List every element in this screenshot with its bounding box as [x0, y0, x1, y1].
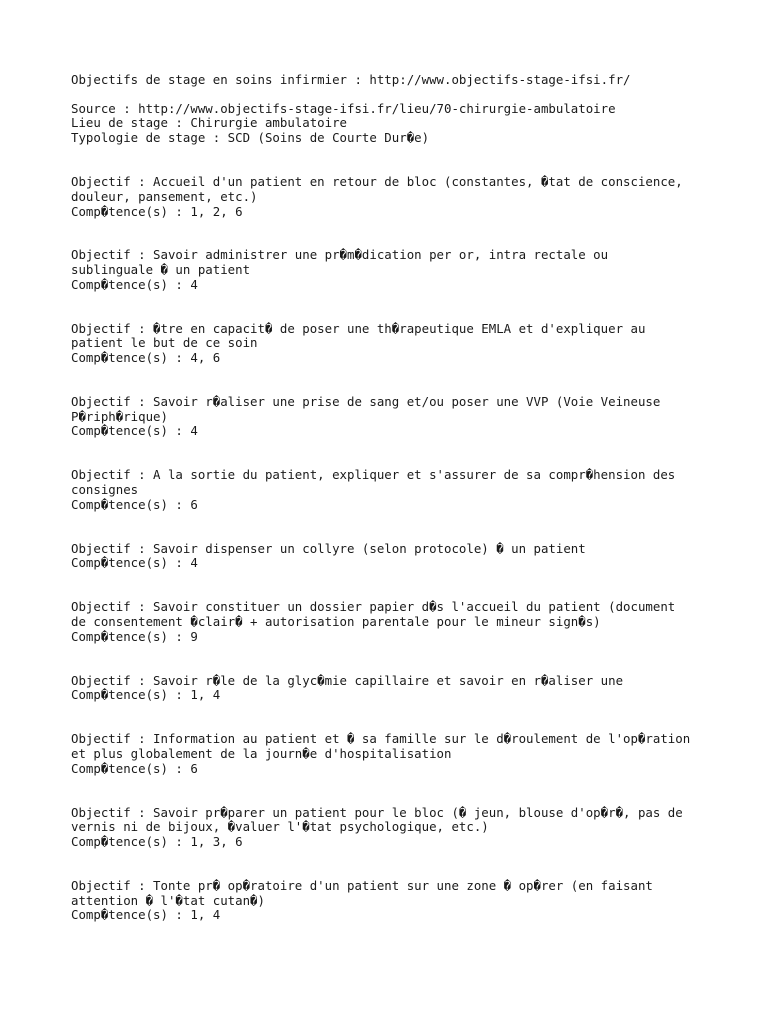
objective-text: Objectif : Tonte pr� op�ratoire d'un patient sur une zone � op�rer (en faisant — [71, 878, 653, 893]
competence-line: Comp�tence(s) : 4 — [71, 277, 198, 292]
objective-text: Objectif : Savoir constituer un dossier papier d�s l'accueil du patient (document — [71, 599, 676, 614]
competence-line: Comp�tence(s) : 9 — [71, 629, 198, 644]
competence-line: Comp�tence(s) : 1, 3, 6 — [71, 834, 243, 849]
objective-text: Objectif : Information au patient et � sa famille sur le d�roulement de l'op�ration — [71, 731, 691, 746]
objective-text: Objectif : Savoir administrer une pr�m�dication per or, intra rectale ou — [71, 247, 609, 262]
competence-line: Comp�tence(s) : 1, 2, 6 — [71, 204, 243, 219]
objective-text: Objectif : Accueil d'un patient en retour de bloc (constantes, �tat de conscience, — [71, 174, 683, 189]
objective-text: de consentement �clair� + autorisation parentale pour le mineur sign�s) — [71, 614, 601, 629]
competence-line: Comp�tence(s) : 1, 4 — [71, 687, 221, 702]
competence-line: Comp�tence(s) : 6 — [71, 761, 198, 776]
objective-text: P�riph�rique) — [71, 409, 168, 424]
competence-line: Comp�tence(s) : 4, 6 — [71, 350, 221, 365]
objective-text: consignes — [71, 482, 139, 497]
lieu-line: Lieu de stage : Chirurgie ambulatoire — [71, 115, 348, 130]
objective-text: attention � l'�tat cutan�) — [71, 893, 265, 908]
competence-line: Comp�tence(s) : 6 — [71, 497, 198, 512]
objective-text: et plus globalement de la journ�e d'hospitalisation — [71, 746, 452, 761]
objective-text: douleur, pansement, etc.) — [71, 189, 258, 204]
objective-text: Objectif : Savoir pr�parer un patient pour le bloc (� jeun, blouse d'op�r�, pas de — [71, 805, 683, 820]
objective-text: Objectif : Savoir r�aliser une prise de sang et/ou poser une VVP (Voie Veineuse — [71, 394, 661, 409]
competence-line: Comp�tence(s) : 1, 4 — [71, 907, 221, 922]
typologie-line: Typologie de stage : SCD (Soins de Courte Dur�e) — [71, 130, 430, 145]
objective-text: Objectif : Savoir r�le de la glyc�mie capillaire et savoir en r�aliser une — [71, 673, 624, 688]
document-title: Objectifs de stage en soins infirmier : http://www.objectifs-stage-ifsi.fr/ — [71, 72, 631, 87]
source-line: Source : http://www.objectifs-stage-ifsi.fr/lieu/70-chirurgie-ambulatoire — [71, 101, 616, 116]
objective-text: Objectif : Savoir dispenser un collyre (selon protocole) � un patient — [71, 541, 586, 556]
objective-text: sublinguale � un patient — [71, 262, 251, 277]
objective-text: Objectif : �tre en capacit� de poser une th�rapeutique EMLA et d'expliquer au — [71, 321, 646, 336]
objective-text: Objectif : A la sortie du patient, expliquer et s'assurer de sa compr�hension des — [71, 467, 676, 482]
objective-text: vernis ni de bijoux, �valuer l'�tat psychologique, etc.) — [71, 819, 489, 834]
objective-text: patient le but de ce soin — [71, 335, 258, 350]
competence-line: Comp�tence(s) : 4 — [71, 555, 198, 570]
competence-line: Comp�tence(s) : 4 — [71, 423, 198, 438]
